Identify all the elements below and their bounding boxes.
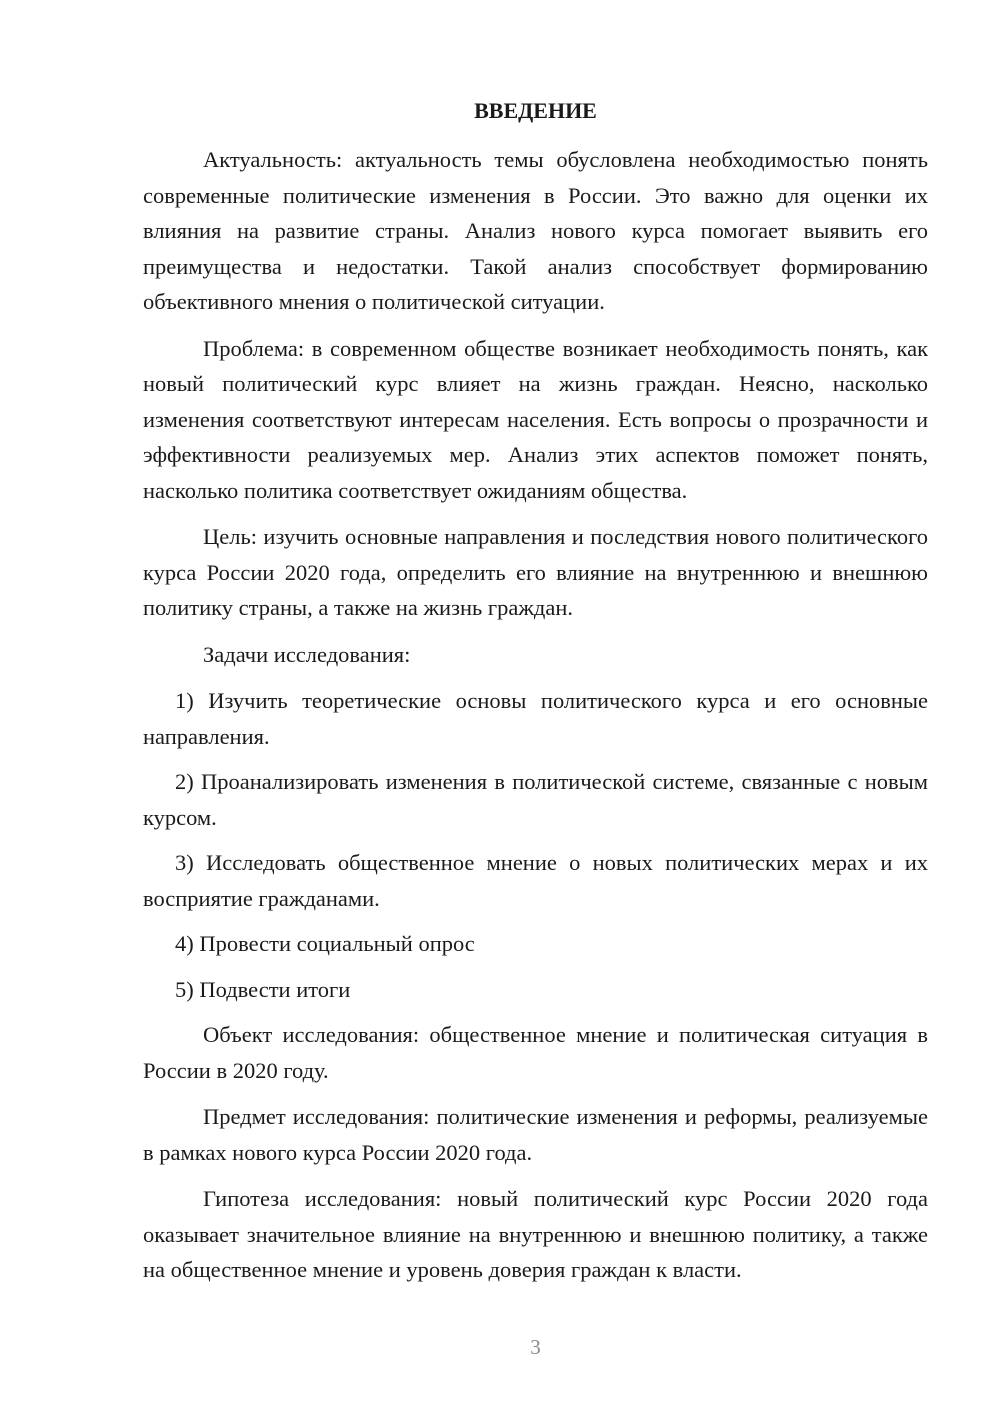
task-item-5: 5) Подвести итоги bbox=[175, 976, 351, 1002]
task-item-2: 2) Проанализировать изменения в политической системе, связанные с новым курсом. bbox=[143, 769, 928, 830]
section-title: ВВЕДЕНИЕ bbox=[474, 98, 597, 123]
document-page bbox=[143, 0, 928, 1414]
subject-paragraph: Предмет исследования: политические изменения и реформы, реализуемые в рамках нового курса России 2020 года. bbox=[143, 1104, 928, 1165]
goal-paragraph: Цель: изучить основные направления и последствия нового политического курса России 2020 года, определить его влияние на внутреннюю и внешнюю политику страны, а также на жизнь граждан. bbox=[143, 524, 928, 620]
hypothesis-paragraph: Гипотеза исследования: новый политический курс России 2020 года оказывает значительное влияние на внутреннюю и внешнюю политику, а также на общественное мнение и уровень доверия граждан к власти. bbox=[143, 1186, 928, 1282]
tasks-heading: Задачи исследования: bbox=[203, 641, 411, 667]
task-item-3: 3) Исследовать общественное мнение о новых политических мерах и их восприятие гражданами. bbox=[143, 850, 928, 911]
object-paragraph: Объект исследования: общественное мнение и политическая ситуация в России в 2020 году. bbox=[143, 1022, 928, 1083]
task-item-4: 4) Провести социальный опрос bbox=[175, 931, 475, 956]
page-number: 3 bbox=[530, 1335, 541, 1359]
task-item-1: 1) Изучить теоретические основы политического курса и его основные направления. bbox=[143, 688, 928, 749]
problem-paragraph: Проблема: в современном обществе возникает необходимость понять, как новый политический курс влияет на жизнь граждан. Неясно, насколько изменения соответствуют интересам населения. Есть вопросы о прозрачности и эффективности реализуемых мер. Анализ этих аспектов поможет понять, насколько политика соответствует ожиданиям общества. bbox=[143, 335, 928, 503]
relevance-paragraph: Актуальность: актуальность темы обусловлена необходимостью понять современные политические изменения в России. Это важно для оценки их влияния на развитие страны. Анализ нового курса помогает выявить его преимущества и недостатки. Такой анализ способствует формированию объективного мнения о политической ситуации. bbox=[143, 147, 928, 314]
document-body bbox=[143, 142, 928, 1299]
